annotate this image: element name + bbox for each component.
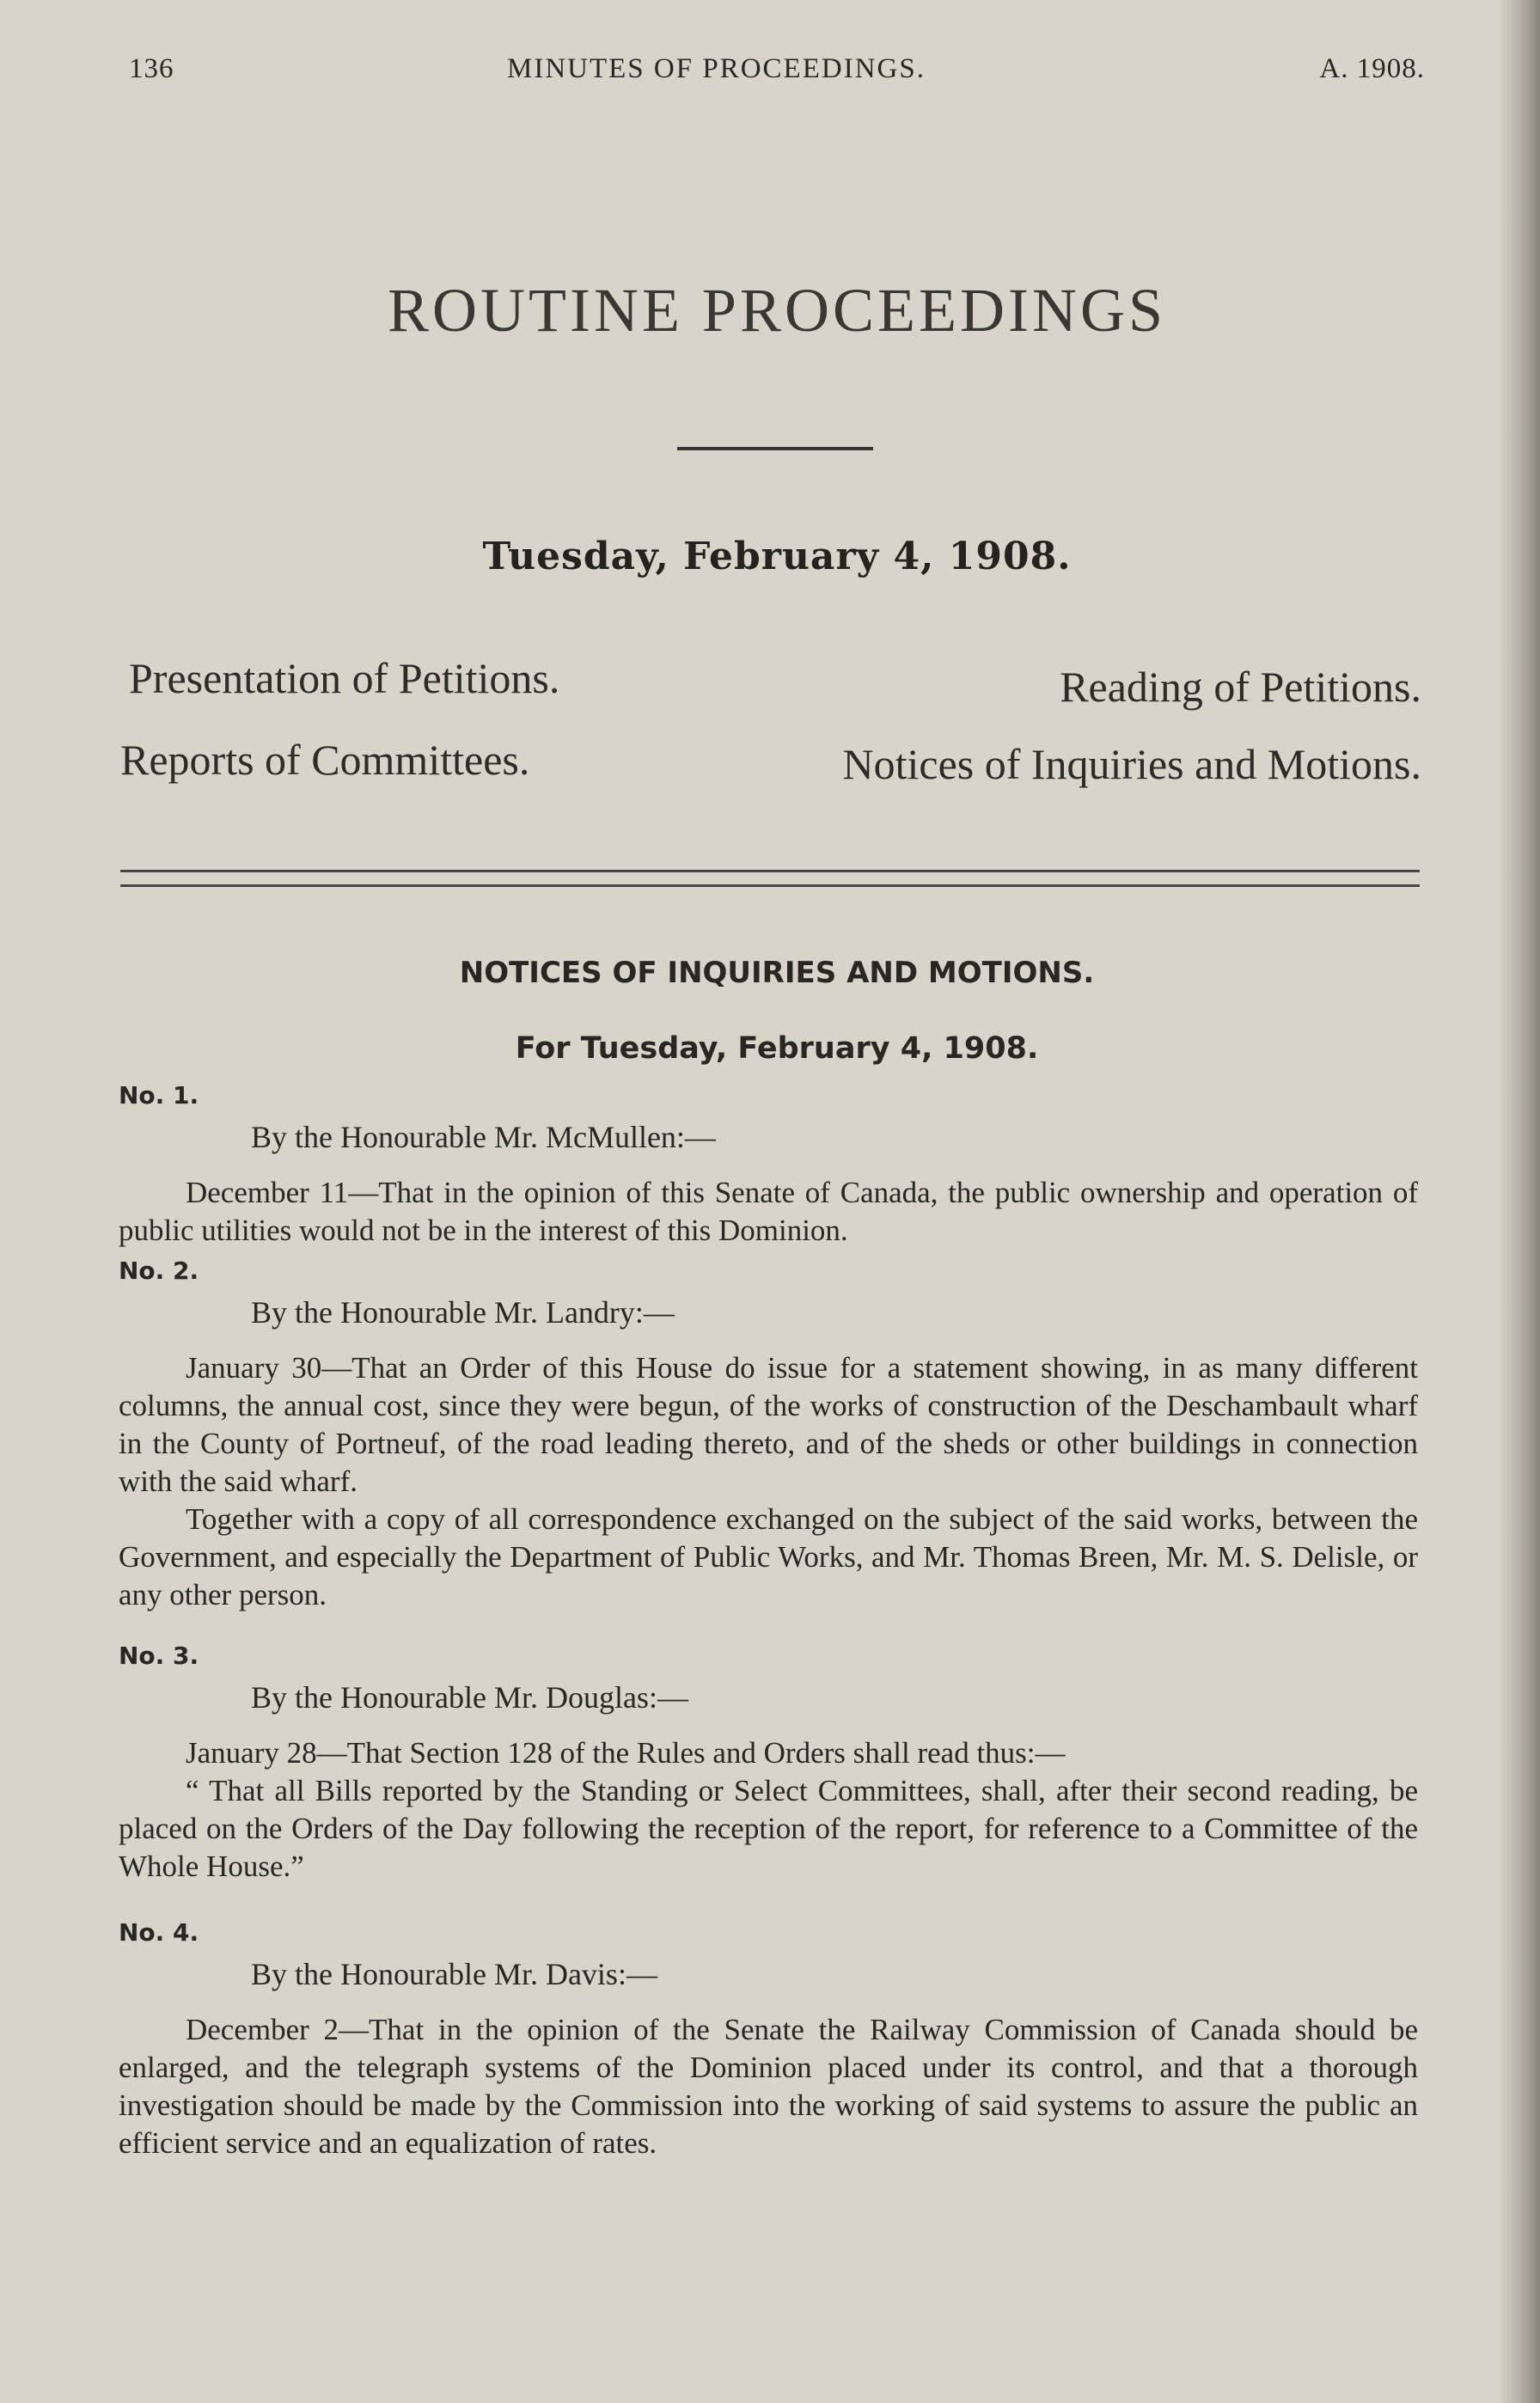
notice-item (119, 1642, 1418, 1886)
notice-mover: By the Honourable Mr. Landry:— (251, 1295, 675, 1330)
page-number: 136 (129, 53, 174, 84)
header-year: A. 1908. (1319, 53, 1425, 84)
notice-number: No. 1. (119, 1081, 199, 1110)
notice-item (119, 1257, 1418, 1614)
notice-number: No. 3. (119, 1642, 199, 1670)
notice-paragraph: January 30—That an Order of this House do issue for a statement showing, in as many different columns, the annual cost, since they were begun, of the works of construction of the Deschambault wharf in the County of Portneuf, of the road leading thereto, and of the sheds or other buildings in connection with the said wharf. (119, 1351, 1418, 1498)
notice-number: No. 4. (119, 1918, 199, 1947)
notice-number: No. 2. (119, 1257, 199, 1285)
notice-mover: By the Honourable Mr. McMullen:— (251, 1120, 716, 1154)
proceeding-presentation-of-petitions: Presentation of Petitions. (129, 654, 560, 702)
notice-mover: By the Honourable Mr. Douglas:— (251, 1680, 688, 1715)
notice-paragraph: January 28—That Section 128 of the Rules and Orders shall read thus:— (186, 1736, 1066, 1770)
title-rule (677, 447, 873, 450)
notice-paragraph: December 2—That in the opinion of the Senate the Railway Commission of Canada should be enlarged, and the telegraph systems of the Dominion placed under its control, and that a thorough investigation should be made by the Commission into the working of said systems to assure the public an efficient service and an equalization of rates. (119, 2013, 1418, 2160)
notice-paragraph: “ That all Bills reported by the Standing or Select Committees, shall, after their second reading, be placed on the Orders of the Day following the reception of the report, for reference to a Committee of the Whole House.” (119, 1774, 1418, 1883)
notice-paragraph: December 11—That in the opinion of this Senate of Canada, the public ownership and operation of public utilities would not be in the interest of this Dominion. (119, 1176, 1418, 1247)
notices-heading: NOTICES OF INQUIRIES AND MOTIONS. (459, 956, 1095, 990)
proceeding-reading-of-petitions: Reading of Petitions. (1060, 663, 1421, 711)
proceeding-notices-of-inquiries: Notices of Inquiries and Motions. (842, 740, 1421, 788)
date-heading: Tuesday, February 4, 1908. (482, 535, 1072, 578)
notices-for-date: For Tuesday, February 4, 1908. (515, 1031, 1039, 1066)
proceeding-reports-of-committees: Reports of Committees. (120, 736, 530, 784)
running-header (129, 53, 1425, 105)
notice-mover: By the Honourable Mr. Davis:— (251, 1957, 657, 1991)
notice-paragraph: Together with a copy of all correspondence exchanged on the subject of the said works, between the Government, and especially the Department of Public Works, and Mr. Thomas Breen, Mr. M. S. Delisle, or any other person. (119, 1502, 1418, 1611)
notice-item (119, 1081, 1418, 1250)
section-double-rule (120, 870, 1420, 887)
page-title: ROUTINE PROCEEDINGS (387, 276, 1166, 345)
running-title: MINUTES OF PROCEEDINGS. (507, 53, 926, 84)
page-spine-shadow (1499, 0, 1540, 2403)
notice-item (119, 1918, 1418, 2162)
